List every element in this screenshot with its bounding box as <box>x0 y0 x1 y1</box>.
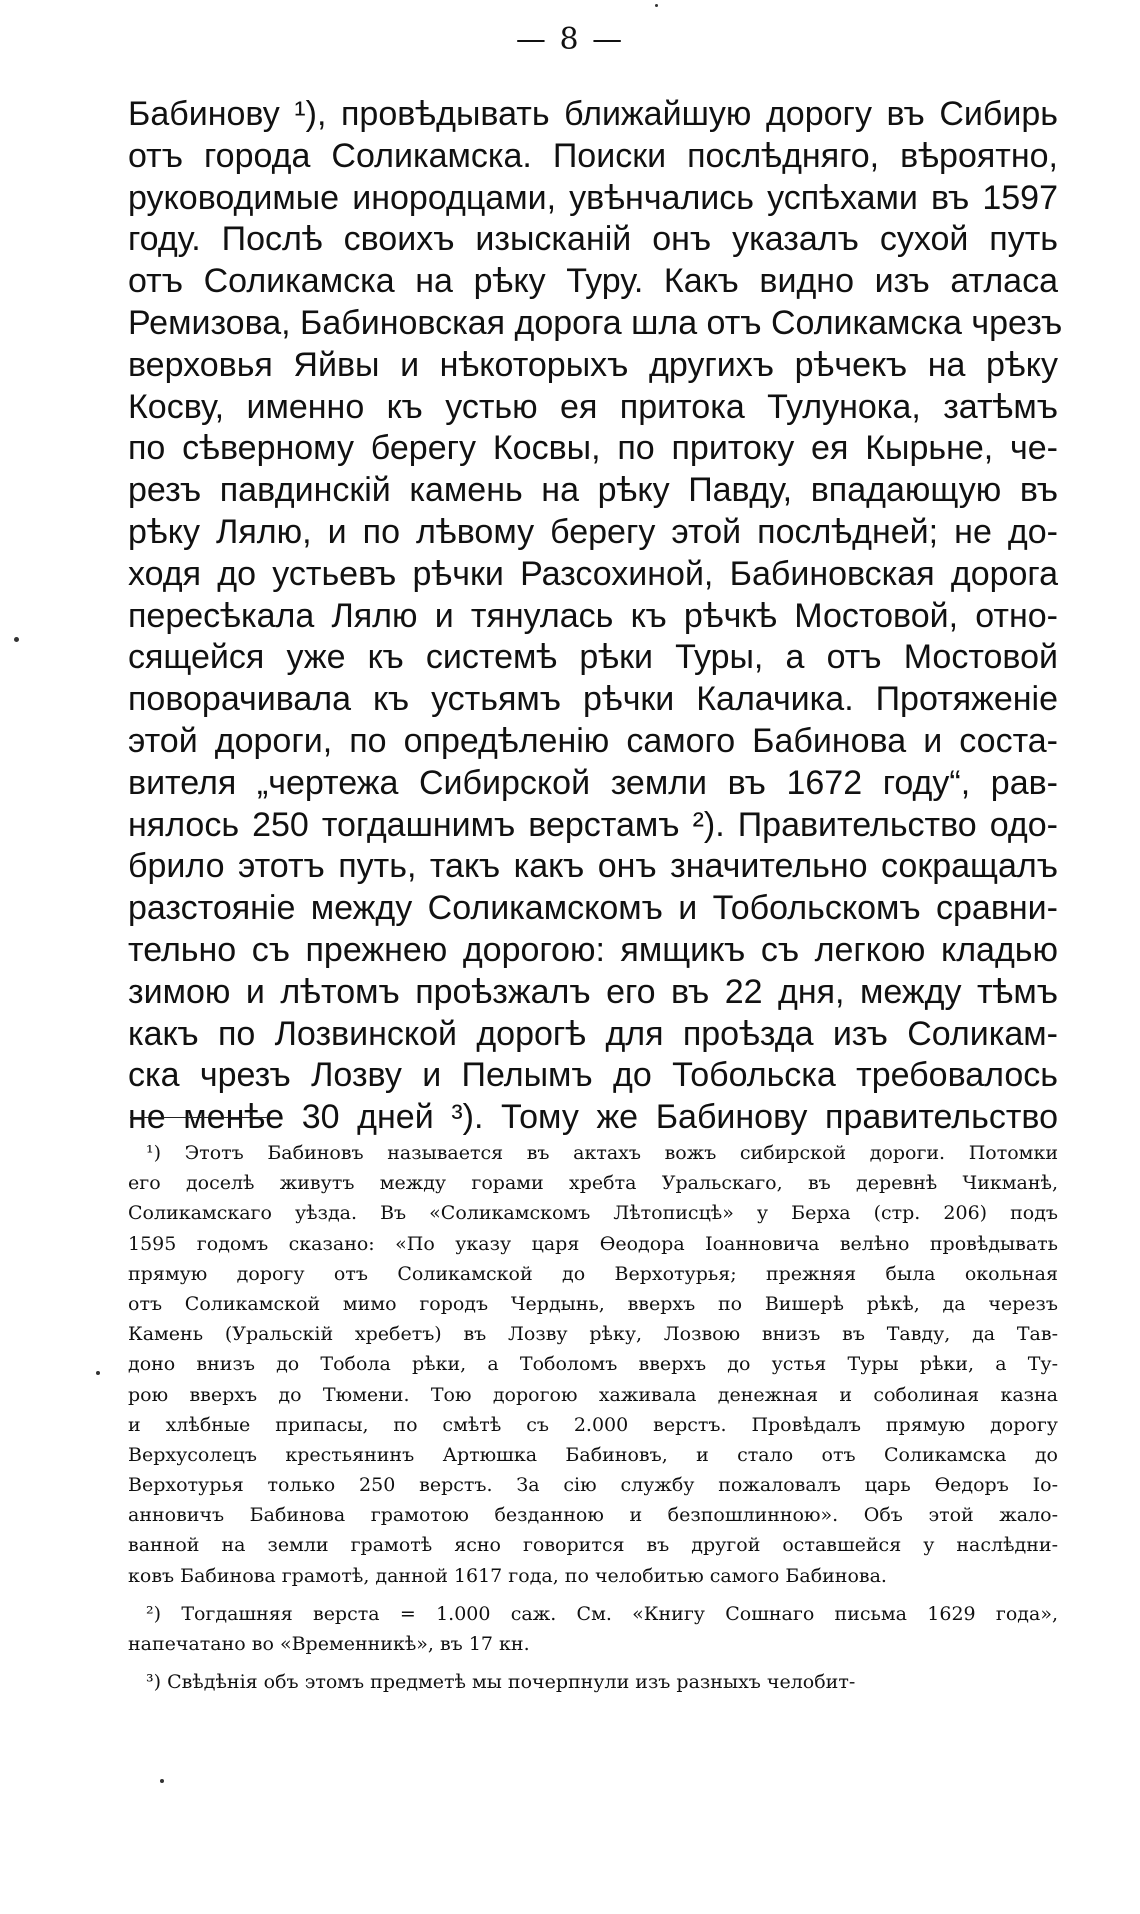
footnote-3 <box>128 1667 1058 1697</box>
text-line: ²) Тогдашняя верста = 1.000 саж. См. «Книгу Сошнаго письма 1629 года», <box>146 1602 1058 1625</box>
footnotes <box>128 1138 1058 1697</box>
print-speck <box>160 1779 164 1783</box>
print-speck <box>14 637 19 642</box>
text-line: не менѣе 30 дней ³). Тому же Бабинову правительство <box>128 1098 1058 1137</box>
text-line: нялось 250 тогдашнимъ верстамъ ²). Правительство одо- <box>128 805 1058 844</box>
text-line: резъ павдинскій камень на рѣку Павду, впадающую въ <box>128 471 1058 510</box>
footnote-1 <box>128 1138 1058 1591</box>
text-line: ¹) Этотъ Бабиновъ называется въ актахъ вожъ сибирской дороги. Потомки <box>146 1142 1058 1164</box>
text-line: году. Послѣ своихъ изысканій онъ указалъ сухой путь <box>128 220 1058 259</box>
text-line: рою вверхъ до Тюмени. Тою дорогою хаживала денежная и соболиная казна <box>128 1383 1058 1406</box>
text-line: сящейся уже къ системѣ рѣки Туры, а отъ Мостовой <box>128 638 1058 677</box>
text-line: доно внизъ до Тобола рѣки, а Тоболомъ вверхъ до устья Туры рѣки, а Ту- <box>128 1353 1058 1376</box>
text-line: зимою и лѣтомъ проѣзжалъ его въ 22 дня, между тѣмъ <box>128 972 1058 1011</box>
text-line: Бабинову ¹), провѣдывать ближайшую дорогу въ Сибирь <box>128 95 1058 133</box>
text-line: анновичъ Бабинова грамотою безданною и безпошлинною». Объ этой жало- <box>128 1504 1058 1527</box>
text-line: 1595 годомъ сказано: «По указу царя Ѳеодора Іоанновича велѣно провѣдывать <box>128 1232 1058 1255</box>
print-speck <box>655 4 658 7</box>
footnote-2 <box>128 1599 1058 1659</box>
text-line: и хлѣбные припасы, по смѣтѣ съ 2.000 верстъ. Провѣдалъ прямую дорогу <box>128 1413 1058 1436</box>
text-line: тельно съ прежнею дорогою: ямщикъ съ легкою кладью <box>128 930 1058 969</box>
text-line: руководимые инородцами, увѣнчались успѣхами въ 1597 <box>128 178 1058 217</box>
text-line: отъ Соликамска на рѣку Туру. Какъ видно изъ атласа <box>128 262 1058 301</box>
text-line: ванной на земли грамотѣ ясно говорится въ другой оставшейся у наслѣдни- <box>128 1534 1058 1557</box>
text-line: ходя до устьевъ рѣчки Разсохиной, Бабиновская дорога <box>128 554 1058 593</box>
text-line: этой дороги, по опредѣленію самого Бабинова и соста- <box>128 721 1058 760</box>
footnote-separator <box>130 1117 268 1118</box>
text-line: Косву, именно къ устью ея притока Тулунока, затѣмъ <box>128 387 1058 426</box>
text-line: Верхусолецъ крестьянинъ Артюшка Бабиновъ, и стало отъ Соликамска до <box>128 1443 1058 1466</box>
text-line: прямую дорогу отъ Соликамской до Верхотурья; прежняя была окольная <box>128 1262 1058 1285</box>
text-line: поворачивала къ устьямъ рѣчки Калачика. Протяженіе <box>128 680 1058 719</box>
text-line: Камень (Уральскій хребетъ) въ Лозву рѣку, Лозвою внизъ въ Тавду, да Тав- <box>128 1323 1058 1346</box>
text-line: верховья Яйвы и нѣкоторыхъ другихъ рѣчекъ на рѣку <box>128 345 1058 384</box>
text-line: Ремизова, Бабиновская дорога шла отъ Соликамска чрезъ <box>128 303 1063 342</box>
text-line: ³) Свѣдѣнія объ этомъ предметѣ мы почерпнули изъ разныхъ челобит- <box>146 1671 856 1694</box>
page-number: — 8 — <box>515 22 625 57</box>
text-line: Верхотурья только 250 верстъ. За сію службу пожаловалъ царь Ѳедоръ Іо- <box>128 1474 1058 1497</box>
text-line: какъ по Лозвинской дорогѣ для проѣзда изъ Соликам- <box>128 1014 1058 1053</box>
text-line: напечатано во «Временникѣ», въ 17 кн. <box>128 1633 530 1655</box>
text-line: брило этотъ путь, такъ какъ онъ значительно сокращалъ <box>128 847 1058 886</box>
text-line: по сѣверному берегу Косвы, по притоку ея Кырьне, че- <box>128 429 1058 468</box>
text-line: разстояніе между Соликамскомъ и Тобольскомъ сравни- <box>128 889 1058 928</box>
text-line: пересѣкала Лялю и тянулась къ рѣчкѣ Мостовой, отно- <box>128 596 1058 635</box>
text-line: отъ Соликамской мимо городъ Чердынь, вверхъ по Вишерѣ рѣкѣ, да черезъ <box>128 1292 1058 1315</box>
text-line: его доселѣ живутъ между горами хребта Уральскаго, въ деревнѣ Чикманѣ, <box>128 1172 1058 1195</box>
text-line: ска чрезъ Лозву и Пелымъ до Тобольска требовалось <box>128 1056 1058 1095</box>
text-line: отъ города Соликамска. Поиски послѣдняго, вѣроятно, <box>128 136 1058 175</box>
text-line: ковъ Бабинова грамотѣ, данной 1617 года, по челобитью самого Бабинова. <box>128 1564 887 1587</box>
text-line: Соликамскаго уѣзда. Въ «Соликамскомъ Лѣтописцѣ» у Берха (стр. 206) подъ <box>128 1202 1058 1225</box>
text-line: вителя „чертежа Сибирской земли въ 1672 году“, рав- <box>128 763 1058 802</box>
text-line: рѣку Лялю, и по лѣвому берегу этой послѣдней; не до- <box>128 512 1058 551</box>
print-speck <box>96 1371 100 1375</box>
main-body-text <box>128 94 1063 1139</box>
